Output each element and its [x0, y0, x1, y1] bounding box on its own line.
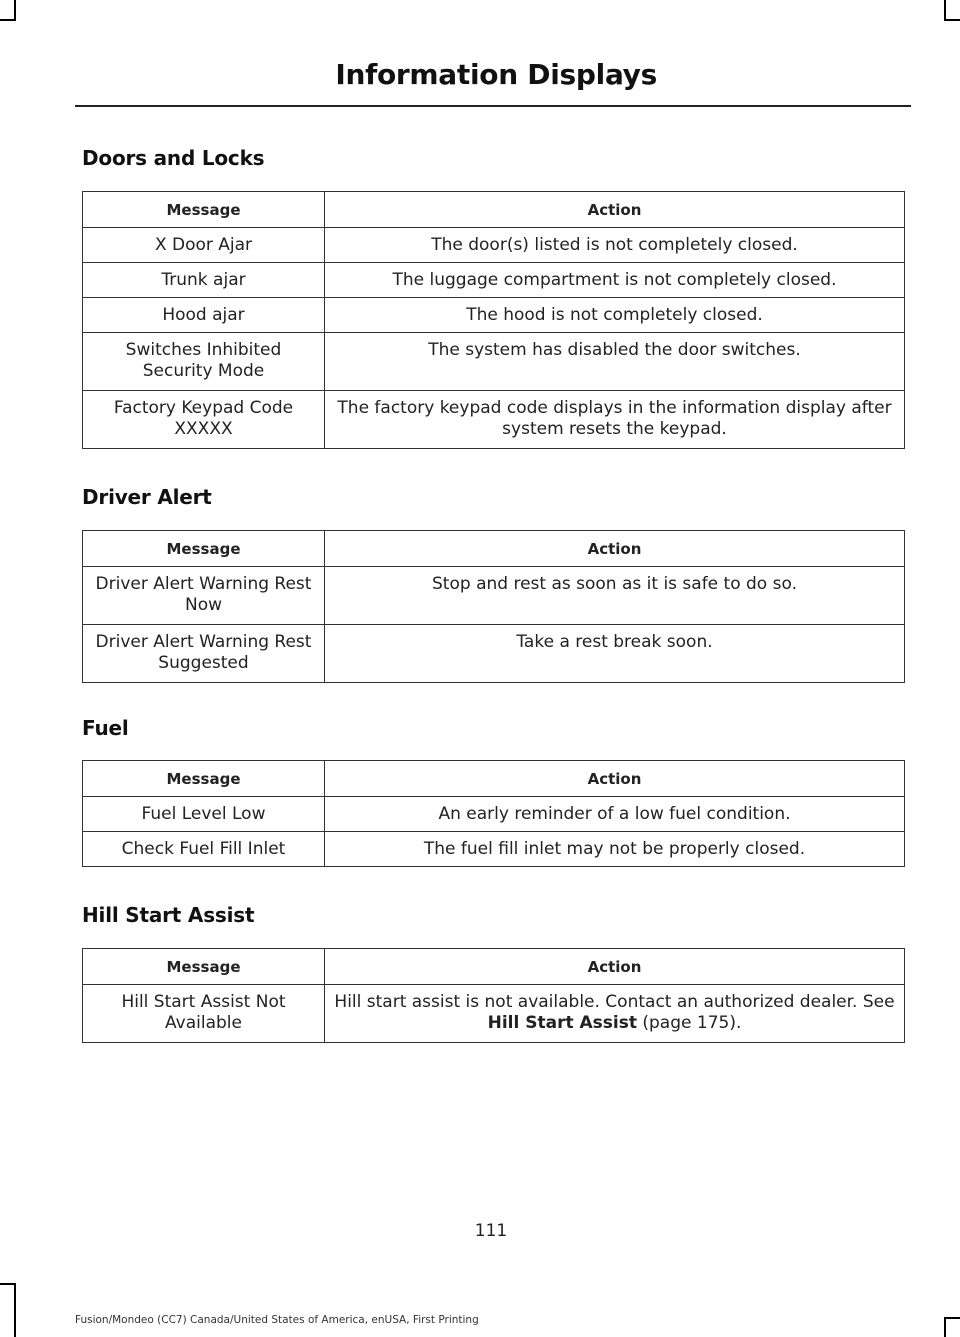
message-cell: Factory Keypad Code XXXXX — [83, 391, 325, 449]
message-table — [82, 530, 905, 683]
crop-mark — [944, 1317, 960, 1319]
table-row — [83, 985, 905, 1043]
table-header-row — [83, 192, 905, 228]
column-header-action: Action — [325, 761, 905, 797]
section-heading: Hill Start Assist — [82, 903, 255, 927]
message-cell: Driver Alert Warning Rest Suggested — [83, 625, 325, 683]
message-table — [82, 760, 905, 867]
action-cell: The fuel fill inlet may not be properly closed. — [325, 832, 905, 867]
column-header-message: Message — [83, 761, 325, 797]
cross-reference-link[interactable]: Hill Start Assist — [487, 1013, 637, 1033]
header-rule — [75, 105, 911, 107]
message-cell: Fuel Level Low — [83, 797, 325, 832]
table-row — [83, 333, 905, 391]
message-table — [82, 191, 905, 449]
table-row — [83, 391, 905, 449]
action-cell: Stop and rest as soon as it is safe to do so. — [325, 567, 905, 625]
table-row — [83, 567, 905, 625]
action-cell: The factory keypad code displays in the information display after system resets the keypad. — [325, 391, 905, 449]
table-row — [83, 625, 905, 683]
table-header-row — [83, 949, 905, 985]
section-doors-and-locks — [82, 146, 905, 439]
crop-mark — [944, 0, 946, 20]
message-cell: Check Fuel Fill Inlet — [83, 832, 325, 867]
section-hill-start-assist — [82, 903, 905, 1033]
section-fuel — [82, 716, 905, 859]
crop-mark — [0, 19, 16, 21]
crop-mark — [944, 19, 960, 21]
table-header-row — [83, 761, 905, 797]
message-cell: Hill Start Assist Not Available — [83, 985, 325, 1043]
column-header-action: Action — [325, 531, 905, 567]
action-cell: The luggage compartment is not completely closed. — [325, 263, 905, 298]
page-number: 111 — [474, 1221, 508, 1241]
action-cell: The hood is not completely closed. — [325, 298, 905, 333]
column-header-action: Action — [325, 949, 905, 985]
section-heading: Driver Alert — [82, 485, 212, 509]
page-reference: (page 175). — [636, 1013, 742, 1033]
message-cell: Hood ajar — [83, 298, 325, 333]
message-cell: Trunk ajar — [83, 263, 325, 298]
section-driver-alert — [82, 485, 905, 673]
action-cell: The system has disabled the door switches. — [325, 333, 905, 391]
crop-mark — [14, 0, 16, 20]
message-cell: X Door Ajar — [83, 228, 325, 263]
section-heading: Fuel — [82, 716, 129, 740]
message-cell: Switches Inhibited Security Mode — [83, 333, 325, 391]
table-row — [83, 263, 905, 298]
section-heading: Doors and Locks — [82, 146, 265, 170]
page-title: Information Displays — [335, 58, 657, 91]
column-header-message: Message — [83, 531, 325, 567]
table-row — [83, 832, 905, 867]
message-cell: Driver Alert Warning Rest Now — [83, 567, 325, 625]
action-cell: An early reminder of a low fuel condition. — [325, 797, 905, 832]
column-header-action: Action — [325, 192, 905, 228]
table-header-row — [83, 531, 905, 567]
action-cell: The door(s) listed is not completely closed. — [325, 228, 905, 263]
crop-mark — [0, 1283, 16, 1285]
action-cell: Take a rest break soon. — [325, 625, 905, 683]
column-header-message: Message — [83, 949, 325, 985]
crop-mark — [944, 1317, 946, 1337]
crop-mark — [14, 1283, 16, 1337]
footer-text: Fusion/Mondeo (CC7) Canada/United States of America, enUSA, First Printing — [75, 1314, 479, 1326]
table-row — [83, 797, 905, 832]
table-row — [83, 298, 905, 333]
column-header-message: Message — [83, 192, 325, 228]
message-table — [82, 948, 905, 1043]
action-text: Hill start assist is not available. Contact an authorized dealer. See — [334, 992, 895, 1012]
table-row — [83, 228, 905, 263]
action-cell — [325, 985, 905, 1043]
